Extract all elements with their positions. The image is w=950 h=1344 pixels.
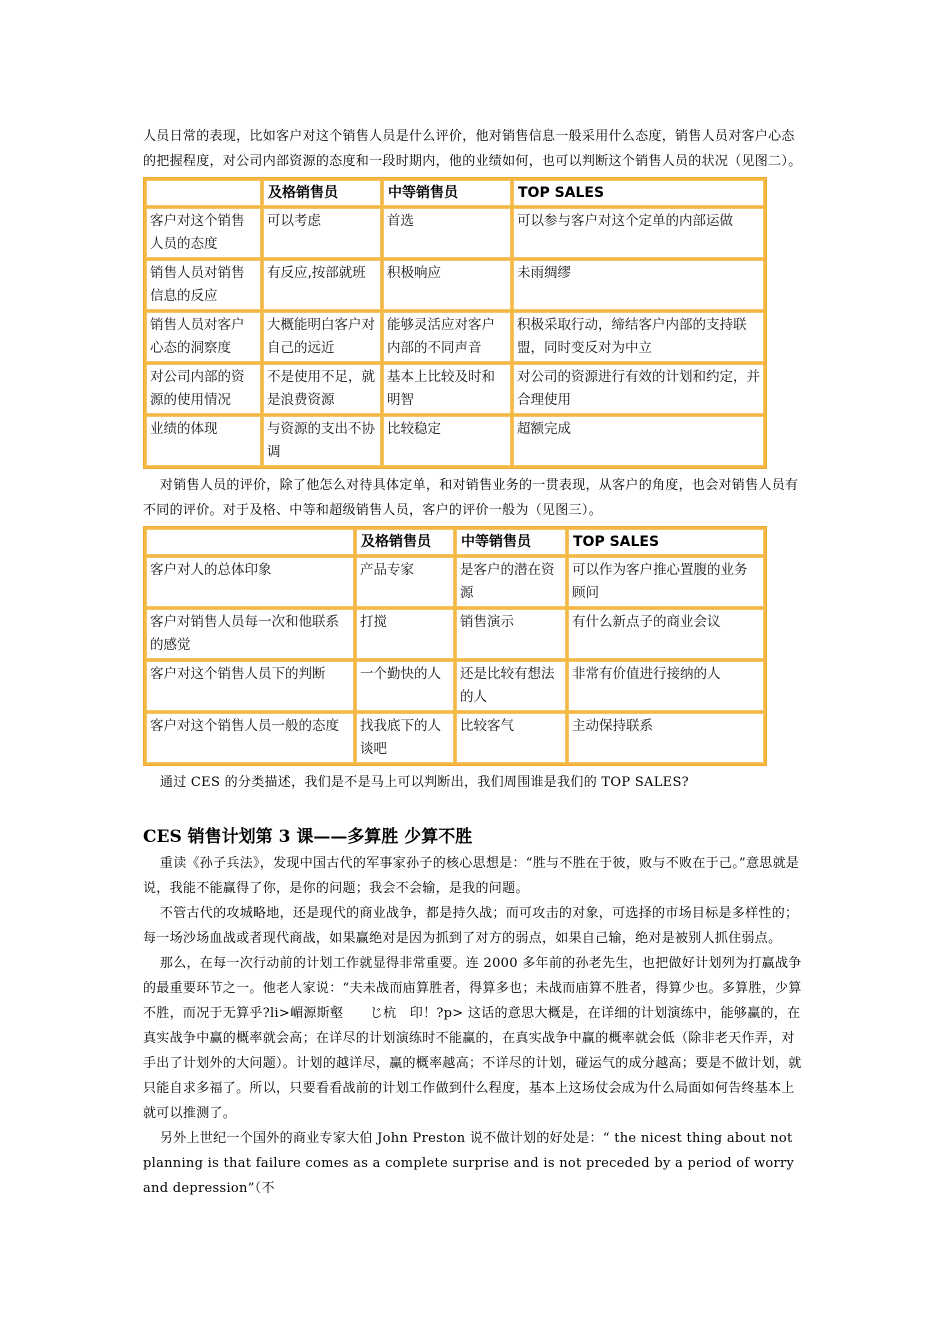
body-paragraph: 那么，在每一次行动前的计划工作就显得非常重要。连 2000 多年前的孙老先生，也把做好计划列为打赢战争的最重要环节之一。他老人家说：“夫未战而庙算胜者，得算多也；未战而庙算不胜者，得算少也。多算胜，少算不胜，而况于无算乎?li>嵋源斯壑 じ杭 印！?p> 这话的意思大概是，在详细的计划演练中，能够赢的，在真实战争中赢的概率就会高；在详尽的计划演练时不能赢的，在真实战争中赢的概率就会低（除非老天作弄，对手出了计划外的大问题）。计划的越详尽，赢的概率越高；不详尽的计划，碰运气的成分越高；要是不做计划，就只能自求多福了。所以，只要看看战前的计划工作做到什么程度，基本上这场仗会成为什么局面如何告终基本上就可以推测了。	[143, 956, 802, 1121]
table-cell: 打搅	[356, 609, 454, 659]
table-cell: 销售人员对客户心态的洞察度	[146, 312, 261, 362]
table-cell: 可以参与客户对这个定单的内部运做	[513, 208, 764, 258]
table-cell: 积极采取行动，缔结客户内部的支持联盟，同时变反对为中立	[513, 312, 764, 362]
table-header-cell	[146, 180, 261, 206]
table-cell: 客户对这个销售人员一般的态度	[146, 713, 354, 763]
document-page	[143, 124, 807, 1201]
table-cell: 可以作为客户推心置腹的业务顾问	[568, 557, 764, 607]
table-cell: 比较稳定	[383, 416, 511, 466]
table-cell: 未雨绸缪	[513, 260, 764, 310]
table-header-cell: TOP SALES	[568, 529, 764, 555]
intro-paragraph: 人员日常的表现，比如客户对这个销售人员是什么评价，他对销售信息一般采用什么态度，销售人员对客户心态的把握程度，对公司内部资源的态度和一段时期内，他的业绩如何，也可以判断这个销售人员的状况（见图二）。	[143, 129, 802, 169]
table-cell: 客户对销售人员每一次和他联系的感觉	[146, 609, 354, 659]
table-row	[146, 416, 764, 466]
table-cell: 客户对人的总体印象	[146, 557, 354, 607]
table-header-cell: 中等销售员	[456, 529, 566, 555]
table-header-cell: TOP SALES	[513, 180, 764, 206]
table-cell: 与资源的支出不协调	[263, 416, 381, 466]
table-header-row	[146, 180, 764, 206]
table-cell: 有反应,按部就班	[263, 260, 381, 310]
table-cell: 能够灵活应对客户内部的不同声音	[383, 312, 511, 362]
table-cell: 销售人员对销售信息的反应	[146, 260, 261, 310]
body-paragraph: 不管古代的攻城略地，还是现代的商业战争，都是持久战；而可攻击的对象，可选择的市场目标是多样性的；每一场沙场血战或者现代商战，如果赢绝对是因为抓到了对方的弱点，如果自己输，绝对是被别人抓住弱点。	[143, 906, 799, 946]
table-row	[146, 260, 764, 310]
table-header-cell	[146, 529, 354, 555]
customer-evaluation-table	[143, 526, 767, 766]
table-cell: 对公司的资源进行有效的计划和约定，并合理使用	[513, 364, 764, 414]
table-cell: 有什么新点子的商业会议	[568, 609, 764, 659]
table-row	[146, 661, 764, 711]
table-header-cell: 及格销售员	[263, 180, 381, 206]
table-cell: 还是比较有想法的人	[456, 661, 566, 711]
table-cell: 主动保持联系	[568, 713, 764, 763]
table-header-cell: 及格销售员	[356, 529, 454, 555]
table-row	[146, 364, 764, 414]
table-row	[146, 312, 764, 362]
table-cell: 业绩的体现	[146, 416, 261, 466]
table-header-row	[146, 529, 764, 555]
sales-evaluation-table	[143, 177, 767, 469]
table-cell: 大概能明白客户对自己的远近	[263, 312, 381, 362]
table-cell: 客户对这个销售人员下的判断	[146, 661, 354, 711]
table-cell: 是客户的潜在资源	[456, 557, 566, 607]
table-cell: 找我底下的人谈吧	[356, 713, 454, 763]
table-row	[146, 713, 764, 763]
table-cell: 比较客气	[456, 713, 566, 763]
table-cell: 产品专家	[356, 557, 454, 607]
table-row	[146, 208, 764, 258]
closing-question: 通过 CES 的分类描述，我们是不是马上可以判断出，我们周围谁是我们的 TOP SALES?	[159, 775, 689, 790]
table-cell: 可以考虑	[263, 208, 381, 258]
table-cell: 一个勤快的人	[356, 661, 454, 711]
section-title: CES 销售计划第 3 课——多算胜 少算不胜	[143, 827, 473, 847]
table-cell: 首选	[383, 208, 511, 258]
table-cell: 销售演示	[456, 609, 566, 659]
body-paragraph: 另外上世纪一个国外的商业专家大伯 John Preston 说不做计划的好处是：“ the nicest thing about not planning is that failure comes as a complete surprise and is not preceded by a period of worry and depression”（不	[143, 1131, 795, 1196]
table-row	[146, 557, 764, 607]
table-row	[146, 609, 764, 659]
body-paragraph: 重读《孙子兵法》，发现中国古代的军事家孙子的核心思想是：“胜与不胜在于彼，败与不败在于己。”意思就是说，我能不能赢得了你，是你的问题；我会不会输，是我的问题。	[143, 856, 800, 896]
table-cell: 超额完成	[513, 416, 764, 466]
table-cell: 客户对这个销售人员的态度	[146, 208, 261, 258]
middle-paragraph: 对销售人员的评价，除了他怎么对待具体定单，和对销售业务的一贯表现，从客户的角度，也会对销售人员有不同的评价。对于及格、中等和超级销售人员，客户的评价一般为（见图三）。	[143, 478, 799, 518]
table-cell: 不是使用不足，就是浪费资源	[263, 364, 381, 414]
table-header-cell: 中等销售员	[383, 180, 511, 206]
table-cell: 积极响应	[383, 260, 511, 310]
table-cell: 非常有价值进行接纳的人	[568, 661, 764, 711]
table-cell: 对公司内部的资源的使用情况	[146, 364, 261, 414]
table-cell: 基本上比较及时和明智	[383, 364, 511, 414]
